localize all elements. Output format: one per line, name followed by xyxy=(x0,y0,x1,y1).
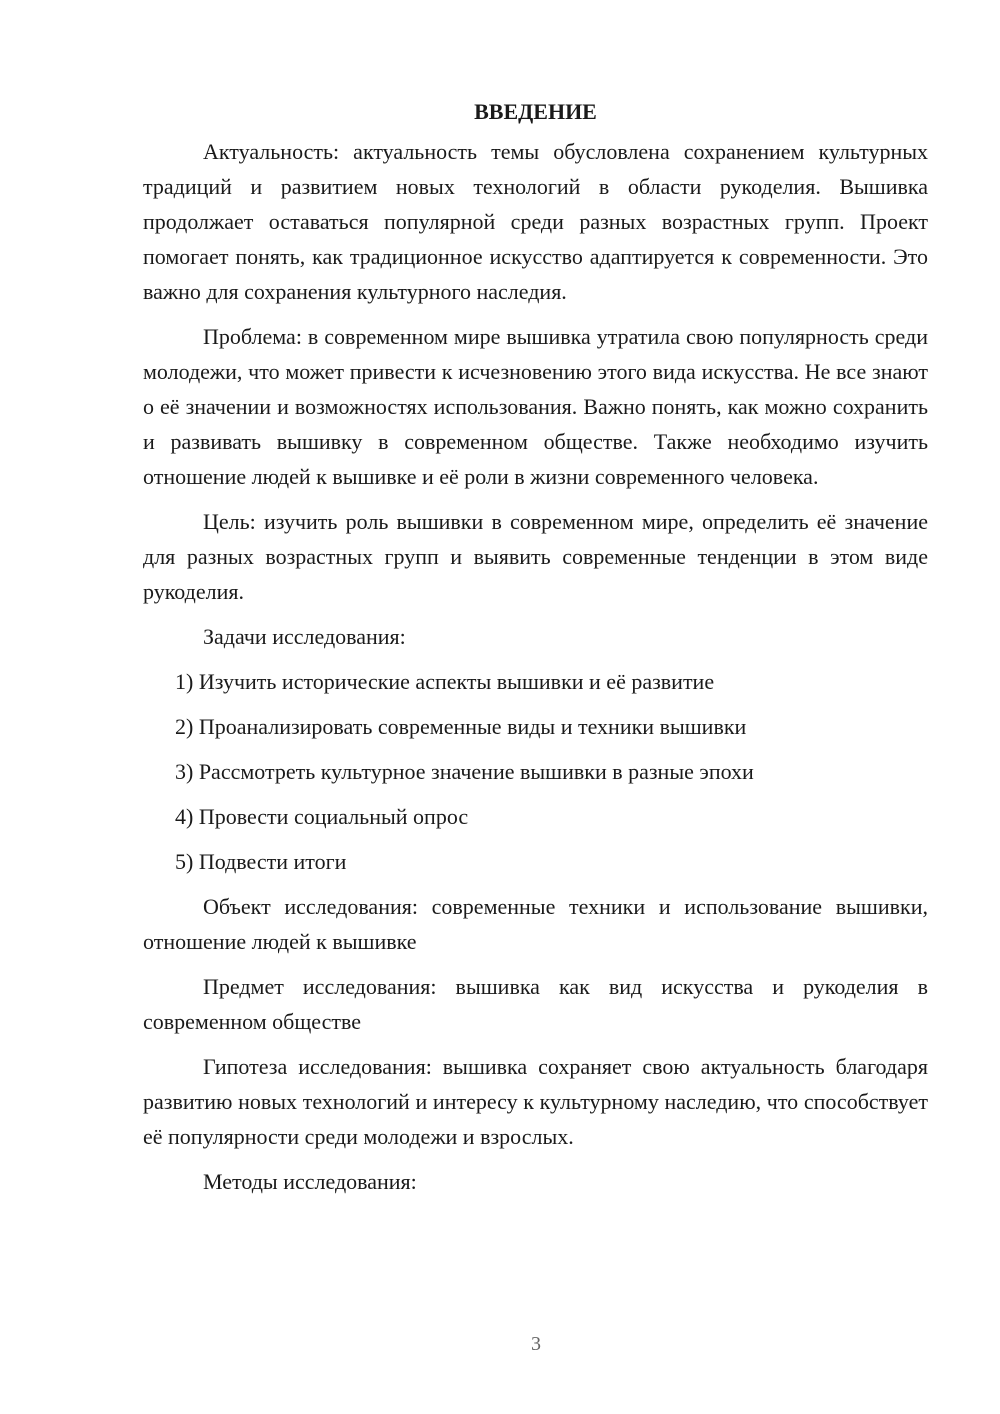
task-item: 4) Провести социальный опрос xyxy=(175,804,469,829)
subject-paragraph: Предмет исследования: вышивка как вид искусства и рукоделия в современном обществе xyxy=(143,974,928,1034)
task-item: 5) Подвести итоги xyxy=(175,849,347,874)
tasks-heading: Задачи исследования: xyxy=(203,624,406,649)
hypothesis-paragraph: Гипотеза исследования: вышивка сохраняет свою актуальность благодаря развитию новых технологий и интересу к культурному наследию, что способствует её популярности среди молодежи и взрослых. xyxy=(143,1054,928,1149)
page-title: ВВЕДЕНИЕ xyxy=(474,99,597,124)
methods-heading: Методы исследования: xyxy=(203,1169,417,1194)
task-item: 1) Изучить исторические аспекты вышивки и её развитие xyxy=(175,669,715,694)
page-content xyxy=(143,96,928,1209)
goal-paragraph: Цель: изучить роль вышивки в современном мире, определить её значение для разных возрастных групп и выявить современные тенденции в этом виде рукоделия. xyxy=(143,509,928,604)
object-paragraph: Объект исследования: современные техники и использование вышивки, отношение людей к вышивке xyxy=(143,894,928,954)
task-item: 2) Проанализировать современные виды и техники вышивки xyxy=(175,714,747,739)
page-number: 3 xyxy=(531,1333,541,1355)
problem-paragraph: Проблема: в современном мире вышивка утратила свою популярность среди молодежи, что может привести к исчезновению этого вида искусства. Не все знают о её значении и возможностях использования. Важно понять, как можно сохранить и развивать вышивку в современном обществе. Также необходимо изучить отношение людей к вышивке и её роли в жизни современного человека. xyxy=(143,324,928,489)
tasks-list xyxy=(143,664,928,879)
task-item: 3) Рассмотреть культурное значение вышивки в разные эпохи xyxy=(175,759,754,784)
relevance-paragraph: Актуальность: актуальность темы обусловлена сохранением культурных традиций и развитием новых технологий в области рукоделия. Вышивка продолжает оставаться популярной среди разных возрастных групп. Проект помогает понять, как традиционное искусство адаптируется к современности. Это важно для сохранения культурного наследия. xyxy=(143,139,928,304)
